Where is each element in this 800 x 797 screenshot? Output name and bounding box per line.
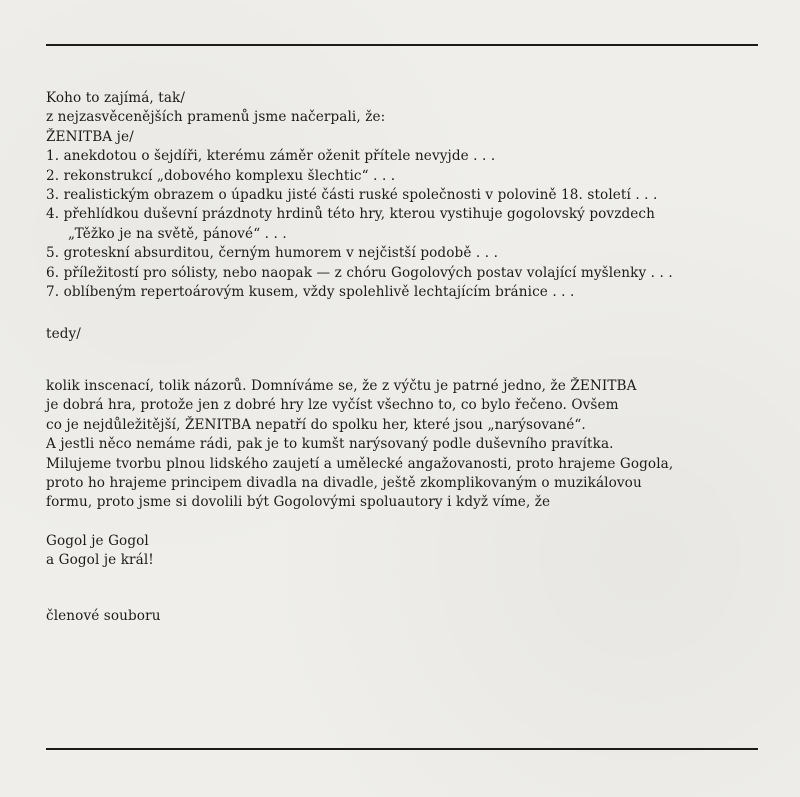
signature: členové souboru (46, 607, 161, 624)
paragraph-line: co je nejdůležitější, ŽENITBA nepatří do spolku her, které jsou „narýsované“. (46, 416, 586, 433)
list-item: 1. anekdotou o šejdíři, kterému záměr oženit přítele nevyjde . . . (46, 148, 496, 165)
list-item-continuation: „Těžko je na světě, pánové“ . . . (68, 225, 287, 242)
paragraph-line: formu, proto jsme si dovolili být Gogolovými spoluautory i když víme, že (46, 494, 551, 511)
paragraph-line: Milujeme tvorbu plnou lidského zaujetí a umělecké angažovanosti, proto hrajeme Gogola, (46, 455, 674, 472)
paragraph-line: A jestli něco nemáme rádi, pak je to kumšt narýsovaný podle duševního pravítka. (46, 436, 614, 453)
paragraph-line: kolik inscenací, tolik názorů. Domníváme se, že z výčtu je patrné jedno, že ŽENITBA (46, 377, 637, 394)
list-item: 2. rekonstrukcí „dobového komplexu šlechtic“ . . . (46, 167, 396, 184)
document-body (46, 89, 762, 626)
list-item: 7. oblíbeným repertoárovým kusem, vždy spolehlivě lechtajícím bránice . . . (46, 284, 575, 301)
list-item: 5. groteskní absurditou, černým humorem v nejčistší podobě . . . (46, 245, 498, 262)
closing-line: a Gogol je král! (46, 552, 154, 569)
intro-line: Koho to zajímá, tak/ (46, 90, 186, 106)
main-paragraph (46, 377, 762, 513)
numbered-list (46, 147, 762, 302)
intro-line: z nejzasvěcenějších pramenů jsme načerpali, že: (46, 109, 386, 126)
intro (46, 89, 762, 147)
list-item: 3. realistickým obrazem o úpadku jisté části ruské společnosti v polovině 18. století . . . (46, 187, 658, 204)
closing (46, 532, 762, 571)
bottom-rule (46, 748, 758, 750)
paragraph-line: je dobrá hra, protože jen z dobré hry lze vyčíst všechno to, co bylo řečeno. Ovšem (46, 397, 619, 414)
closing-line: Gogol je Gogol (46, 532, 149, 549)
intro-line: ŽENITBA je/ (46, 128, 134, 145)
paragraph-line: proto ho hrajeme principem divadla na divadle, ještě zkomplikovaným o muzikálovou (46, 474, 642, 491)
tedy-line: tedy/ (46, 326, 81, 343)
top-rule (46, 44, 758, 46)
list-item: 6. příležitostí pro sólisty, nebo naopak — z chóru Gogolových postav volající myšlenky . . . (46, 264, 673, 281)
list-item: 4. přehlídkou duševní prázdnoty hrdinů této hry, kterou vystihuje gogolovský povzdech (46, 206, 655, 223)
